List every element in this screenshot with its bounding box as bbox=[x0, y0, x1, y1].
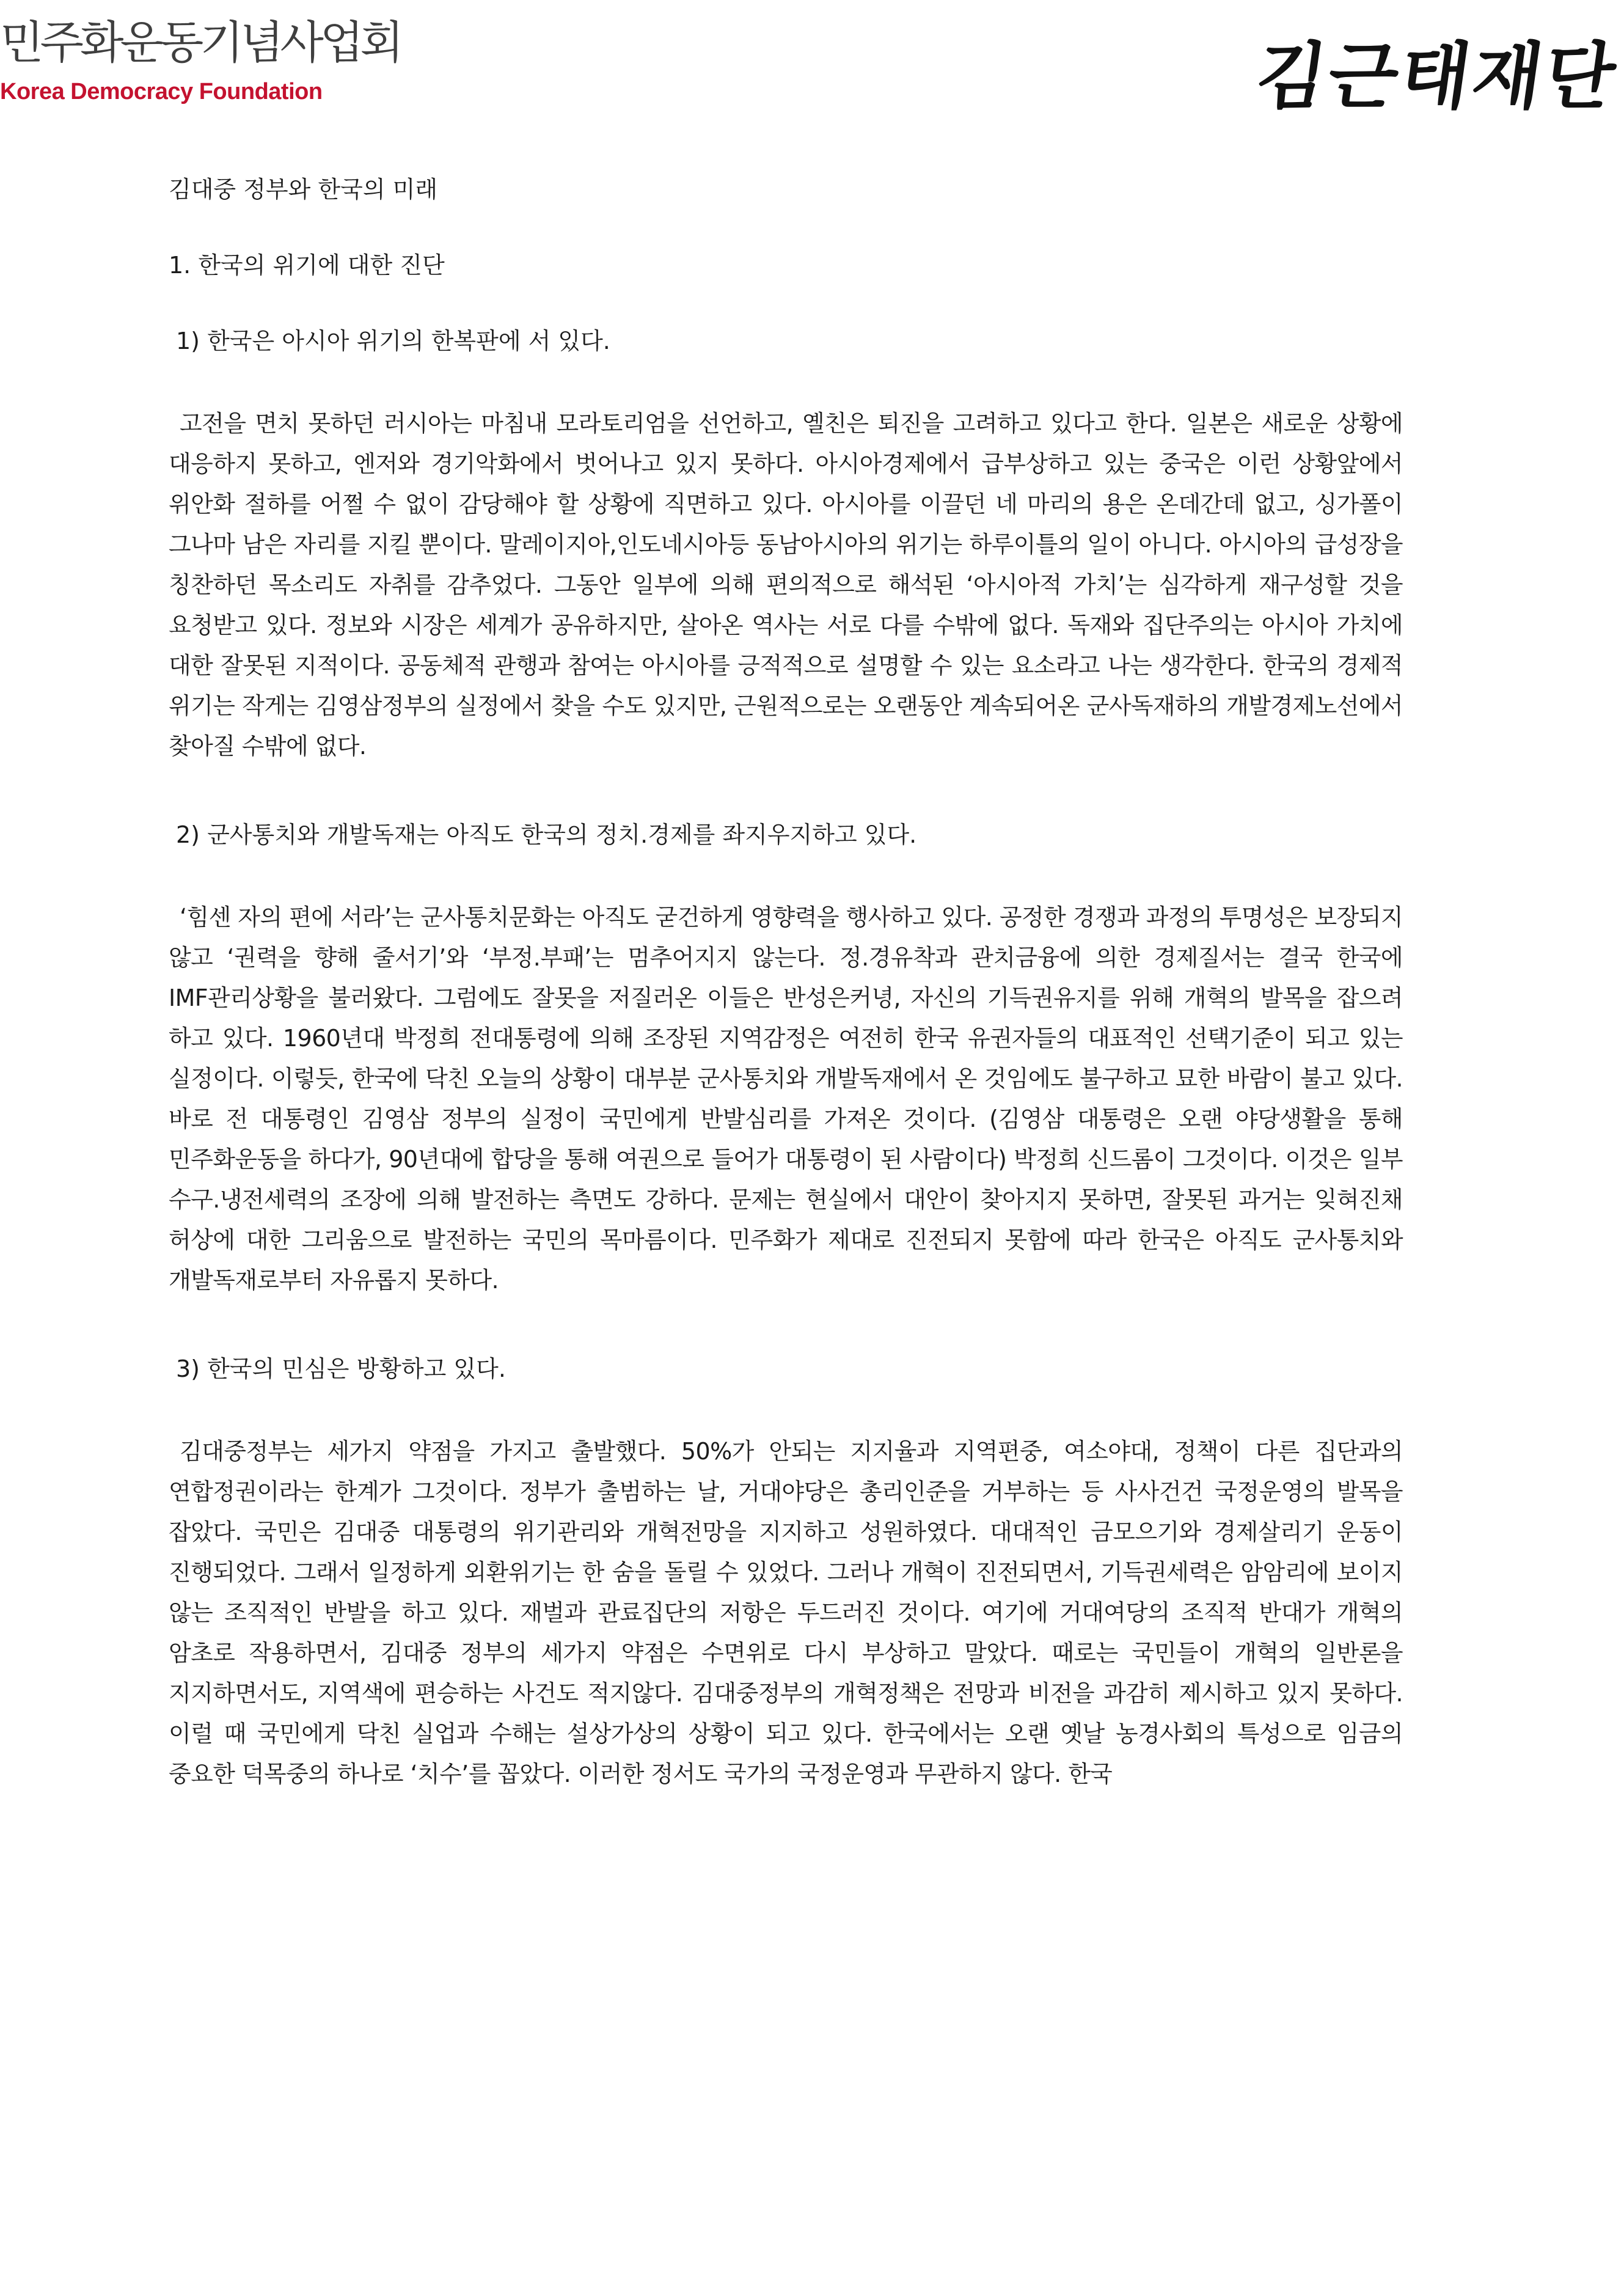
subsection-2-heading: 2) 군사통치와 개발독재는 아직도 한국의 정치.경제를 좌지우지하고 있다. bbox=[176, 821, 917, 848]
document-body bbox=[169, 171, 1403, 1794]
subsection-3-paragraph: 김대중정부는 세가지 약점을 가지고 출발했다. 50%가 안되는 지지율과 지역편중, 여소야대, 정책이 다른 집단과의 연합정권이라는 한계가 그것이다. 정부가 출범하는 날, 거대야당은 총리인준을 거부하는 등 사사건건 국정운영의 발목을 잡았다. 국민은 김대중 대통령의 위기관리와 개혁전망을 지지하고 성원하였다. 대대적인 금모으기와 경제살리기 운동이 진행되었다. 그래서 일정하게 외환위기는 한 숨을 돌릴 수 있었다. 그러나 개혁이 진전되면서, 기득권세력은 암암리에 보이지 않는 조직적인 반발을 하고 있다. 재벌과 관료집단의 저항은 두드러진 것이다. 여기에 거대여당의 조직적 반대가 개혁의 암초로 작용하면서, 김대중 정부의 세가지 약점은 수면위로 다시 부상하고 말았다. 때로는 국민들이 개혁의 일반론을 지지하면서도, 지역색에 편승하는 사건도 적지않다. 김대중정부의 개혁정책은 전망과 비전을 과감히 제시하고 있지 못하다. 이럴 때 국민에게 닥친 실업과 수해는 설상가상의 상황이 되고 있다. 한국에서는 오랜 옛날 농경사회의 특성으로 임금의 중요한 덕목중의 하나로 ‘치수’를 꼽았다. 이러한 정서도 국가의 국정운영과 무관하지 않다. 한국 bbox=[169, 1438, 1403, 1787]
subsection-3-heading: 3) 한국의 민심은 방황하고 있다. bbox=[176, 1355, 506, 1382]
kim-geun-tae-foundation-logo: 김근태재단 bbox=[1250, 34, 1623, 119]
subsection-1-paragraph: 고전을 면치 못하던 러시아는 마침내 모라토리엄을 선언하고, 옐친은 퇴진을 고려하고 있다고 한다. 일본은 새로운 상황에 대응하지 못하고, 엔저와 경기악화에서 벗어나고 있지 못하다. 아시아경제에서 급부상하고 있는 중국은 이런 상황앞에서 위안화 절하를 어쩔 수 없이 감당해야 할 상황에 직면하고 있다. 아시아를 이끌던 네 마리의 용은 온데간데 없고, 싱가폴이 그나마 남은 자리를 지킬 뿐이다. 말레이지아,인도네시아등 동남아시아의 위기는 하루이틀의 일이 아니다. 아시아의 급성장을 칭찬하던 목소리도 자취를 감추었다. 그동안 일부에 의해 편의적으로 해석된 ‘아시아적 가치’는 심각하게 재구성할 것을 요청받고 있다. 정보와 시장은 세계가 공유하지만, 살아온 역사는 서로 다를 수밖에 없다. 독재와 집단주의는 아시아 가치에 대한 잘못된 지적이다. 공동체적 관행과 참여는 아시아를 긍적적으로 설명할 수 있는 요소라고 나는 생각한다. 한국의 경제적 위기는 작게는 김영삼정부의 실정에서 찾을 수도 있지만, 근원적으로는 오랜동안 계속되어온 군사독재하의 개발경제노선에서 찾아질 수밖에 없다. bbox=[169, 410, 1403, 760]
subsection-2-paragraph: ‘힘센 자의 편에 서라’는 군사통치문화는 아직도 굳건하게 영향력을 행사하고 있다. 공정한 경쟁과 과정의 투명성은 보장되지 않고 ‘권력을 향해 줄서기’와 ‘부정.부패’는 멈추어지지 않는다. 정.경유착과 관치금융에 의한 경제질서는 결국 한국에 IMF관리상황을 불러왔다. 그럼에도 잘못을 저질러온 이들은 반성은커녕, 자신의 기득권유지를 위해 개혁의 발목을 잡으려 하고 있다. 1960년대 박정희 전대통령에 의해 조장된 지역감정은 여전히 한국 유권자들의 대표적인 선택기준이 되고 있는 실정이다. 이렇듯, 한국에 닥친 오늘의 상황이 대부분 군사통치와 개발독재에서 온 것임에도 불구하고 묘한 바람이 불고 있다. 바로 전 대통령인 김영삼 정부의 실정이 국민에게 반발심리를 가져온 것이다. (김영삼 대통령은 오랜 야당생활을 통해 민주화운동을 하다가, 90년대에 합당을 통해 여권으로 들어가 대통령이 된 사람이다) 박정희 신드롬이 그것이다. 이것은 일부 수구.냉전세력의 조장에 의해 발전하는 측면도 강하다. 문제는 현실에서 대안이 찾아지지 못하면, 잘못된 과거는 잊혀진채 허상에 대한 그리움으로 발전하는 국민의 목마름이다. 민주화가 제대로 진전되지 못함에 따라 한국은 아직도 군사통치와 개발독재로부터 자유롭지 못하다. bbox=[169, 904, 1403, 1294]
subsection-1-heading: 1) 한국은 아시아 위기의 한복판에 서 있다. bbox=[176, 328, 610, 354]
org-logo-korean-text: 민주화운동기념사업회 bbox=[0, 16, 400, 69]
org-logo-english-text: Korea Democracy Foundation bbox=[0, 79, 323, 104]
korea-democracy-foundation-logo bbox=[0, 12, 400, 110]
document-title: 김대중 정부와 한국의 미래 bbox=[169, 176, 438, 203]
section-1-heading: 1. 한국의 위기에 대한 진단 bbox=[169, 252, 445, 279]
